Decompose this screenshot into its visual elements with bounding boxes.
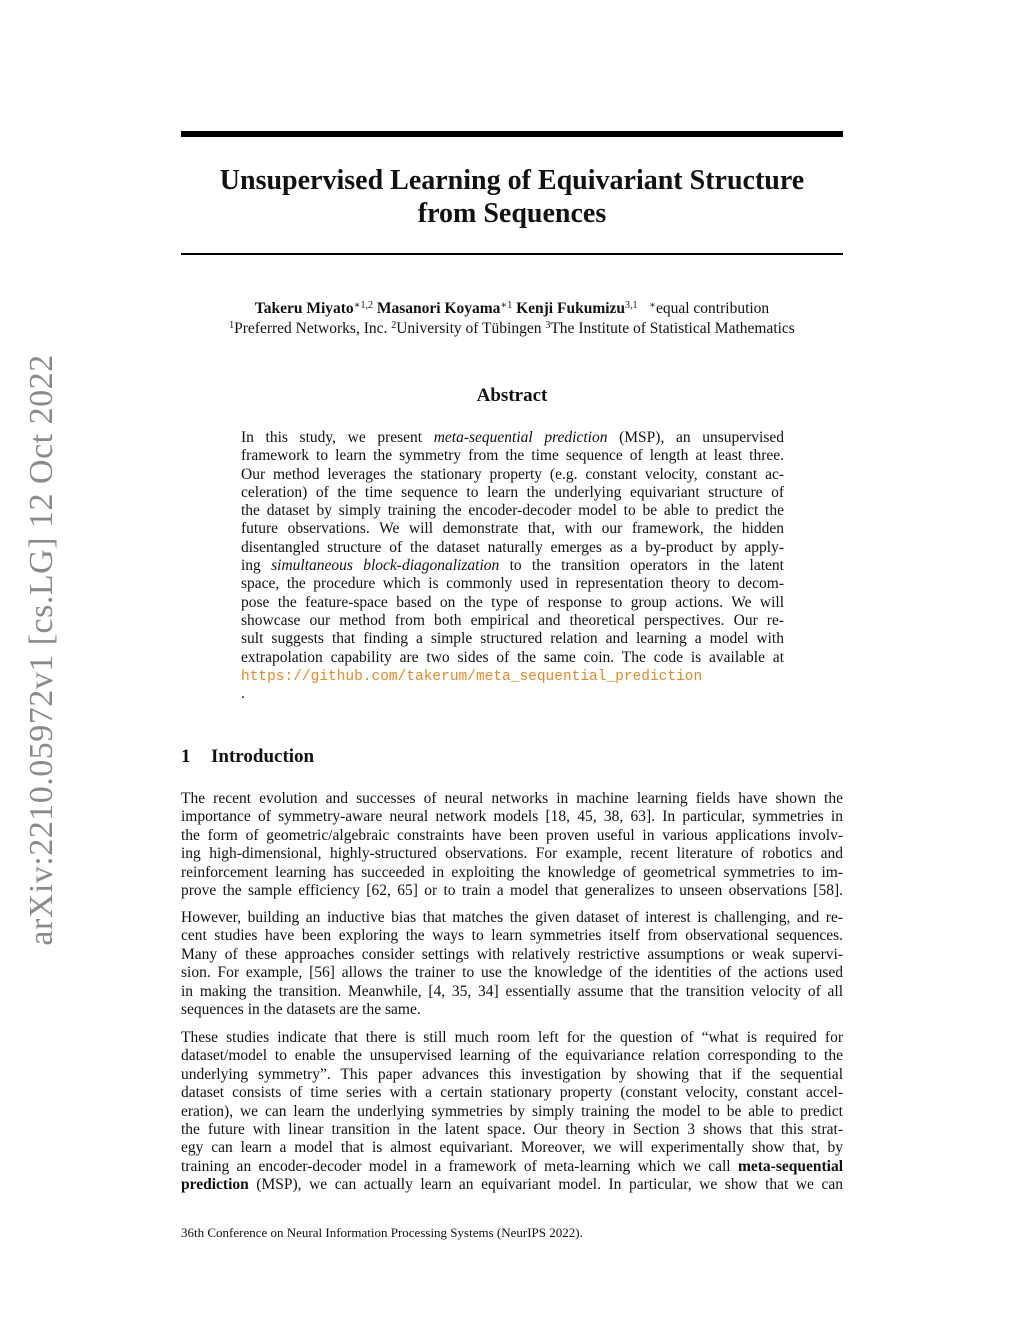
paragraph-line: The recent evolution and successes of neural networks in machine learning fields have shown the [181, 790, 843, 807]
author-koyama-affil: ∗1 [500, 300, 513, 311]
term-meta-sequential: meta-sequential [737, 1157, 843, 1175]
abstract-body [241, 429, 784, 703]
paragraph-line: underlying symmetry”. This paper advances this investigation by showing that if the sequential [181, 1065, 843, 1083]
author-koyama: Masanori Koyama [376, 300, 501, 317]
abstract-line: . [241, 685, 245, 703]
title-line-2: from Sequences [417, 198, 607, 229]
title-line-1: Unsupervised Learning of Equivariant Structure [219, 165, 805, 196]
affil-2-mark: 2 [391, 320, 397, 331]
intro-paragraph-3 [181, 1029, 843, 1195]
author-line [181, 299, 843, 319]
intro-paragraph-2 [181, 909, 843, 1019]
abstract-line: Our method leverages the stationary property (e.g. constant velocity, constant ac- [241, 465, 784, 483]
abstract-line: sult suggests that finding a simple structured relation and learning a model with [241, 630, 784, 648]
term-prediction: prediction [181, 1176, 249, 1194]
abstract-text: In this study, we present [241, 429, 434, 446]
paragraph-line [181, 1158, 843, 1176]
abstract-line: future observations. We will demonstrate that, with our framework, the hidden [241, 520, 784, 538]
equal-contribution-note: equal contribution [655, 300, 770, 317]
abstract-line: showcase our method from both empirical and theoretical perspectives. Our re- [241, 611, 784, 629]
author-block [181, 299, 843, 339]
equal-contribution-mark: ∗ [649, 300, 656, 311]
affil-3-mark: 3 [545, 320, 551, 331]
title-top-rule [181, 131, 843, 137]
paragraph-line: the form of geometric/algebraic constraints have been proven useful in various applications involv- [181, 826, 843, 844]
paragraph-line: importance of symmetry-aware neural network models [18, 45, 38, 63]. In particular, symmetries in [181, 808, 843, 826]
affiliation-line [181, 319, 843, 339]
paragraph-line [181, 1176, 843, 1194]
paragraph-line: egy can learn a model that is almost equivariant. Moreover, we will experimentally show that, by [181, 1139, 843, 1157]
paragraph-text: training an encoder-decoder model in a framework of meta-learning which we call [181, 1157, 738, 1175]
abstract-line [241, 557, 784, 575]
paper-title [181, 164, 843, 230]
abstract-text: ing [241, 557, 272, 575]
affil-preferred-networks: Preferred Networks, Inc. [234, 320, 388, 337]
abstract-text: to the transition operators in the latent [499, 557, 784, 575]
section-heading-introduction [181, 746, 314, 768]
abstract-line [241, 429, 784, 447]
paragraph-line: ing high-dimensional, highly-structured observations. For example, recent literature of robotics and [181, 845, 843, 863]
term-meta-sequential-prediction: meta-sequential prediction [433, 429, 608, 446]
section-number: 1 [181, 746, 191, 767]
abstract-line: space, the procedure which is commonly used in representation theory to decom- [241, 575, 784, 593]
abstract-line: disentangled structure of the dataset naturally emerges as a by-product by apply- [241, 538, 784, 556]
author-miyato: Takeru Miyato [254, 300, 354, 317]
abstract-heading: Abstract [476, 385, 548, 406]
affil-1-mark: 1 [229, 320, 235, 331]
abstract-text: (MSP), an unsupervised [607, 429, 784, 446]
abstract-line: celeration) of the time sequence to learn the underlying equivariant structure of [241, 483, 784, 501]
paragraph-line: dataset/model to enable the unsupervised learning of the equivariance relation corresponding to the [181, 1047, 843, 1065]
author-miyato-affil: ∗1,2 [353, 300, 373, 311]
abstract-line: the dataset by simply training the encoder-decoder model to be able to predict the [241, 502, 784, 520]
abstract-line [241, 667, 784, 685]
title-bottom-rule [181, 253, 843, 255]
paragraph-line: reinforcement learning has succeeded in exploiting the knowledge of geometrical symmetries to im- [181, 863, 843, 881]
conference-footnote: 36th Conference on Neural Information Processing Systems (NeurIPS 2022). [181, 1225, 583, 1240]
paragraph-line: the future with linear transition in the latent space. Our theory in Section 3 shows that this strat- [181, 1120, 843, 1138]
section-title: Introduction [211, 746, 315, 767]
abstract-line: framework to learn the symmetry from the time sequence of length at least three. [241, 447, 784, 465]
paragraph-text: (MSP), we can actually learn an equivariant model. In particular, we show that we can [248, 1176, 843, 1194]
code-repository-link[interactable]: https://github.com/takerum/meta_sequential_prediction [241, 668, 703, 685]
paragraph-line: cent studies have been exploring the ways to learn symmetries itself from observational sequences. [181, 927, 843, 945]
affil-ism: The Institute of Statistical Mathematics [550, 320, 795, 337]
paragraph-line: in making the transition. Meanwhile, [4, 35, 34] essentially assume that the transition velocity of all [181, 982, 843, 1000]
abstract-line: pose the feature-space based on the type of response to group actions. We will [241, 593, 784, 611]
intro-paragraph-1 [181, 790, 843, 900]
paragraph-line: Many of these approaches consider settings with relatively restrictive assumptions or weak supervi- [181, 945, 843, 963]
paragraph-line: These studies indicate that there is still much room left for the question of “what is required for [181, 1029, 843, 1046]
paragraph-line: prove the sample efficiency [62, 65] or to train a model that generalizes to unseen observations [58]. [181, 881, 843, 899]
paragraph-line: sequences in the datasets are the same. [181, 1000, 421, 1018]
paragraph-line: eration), we can learn the underlying symmetries by simply training the model to be able to predict [181, 1102, 843, 1120]
arxiv-identifier-stamp: arXiv:2210.05972v1 [cs.LG] 12 Oct 2022 [23, 354, 60, 946]
paragraph-line: sion. For example, [56] allows the trainer to use the knowledge of the identities of the actions used [181, 964, 843, 982]
author-fukumizu-affil: 3,1 [625, 300, 638, 311]
author-fukumizu: Kenji Fukumizu [516, 300, 626, 317]
term-block-diagonalization: simultaneous block-diagonalization [271, 557, 500, 575]
paragraph-line: However, building an inductive bias that matches the given dataset of interest is challenging, and re- [181, 909, 843, 926]
affil-tubingen: University of Tübingen [396, 320, 542, 337]
paragraph-line: dataset consists of time series with a certain stationary property (constant velocity, constant accel- [181, 1084, 843, 1102]
abstract-line: extrapolation capability are two sides of the same coin. The code is available at [241, 648, 784, 666]
